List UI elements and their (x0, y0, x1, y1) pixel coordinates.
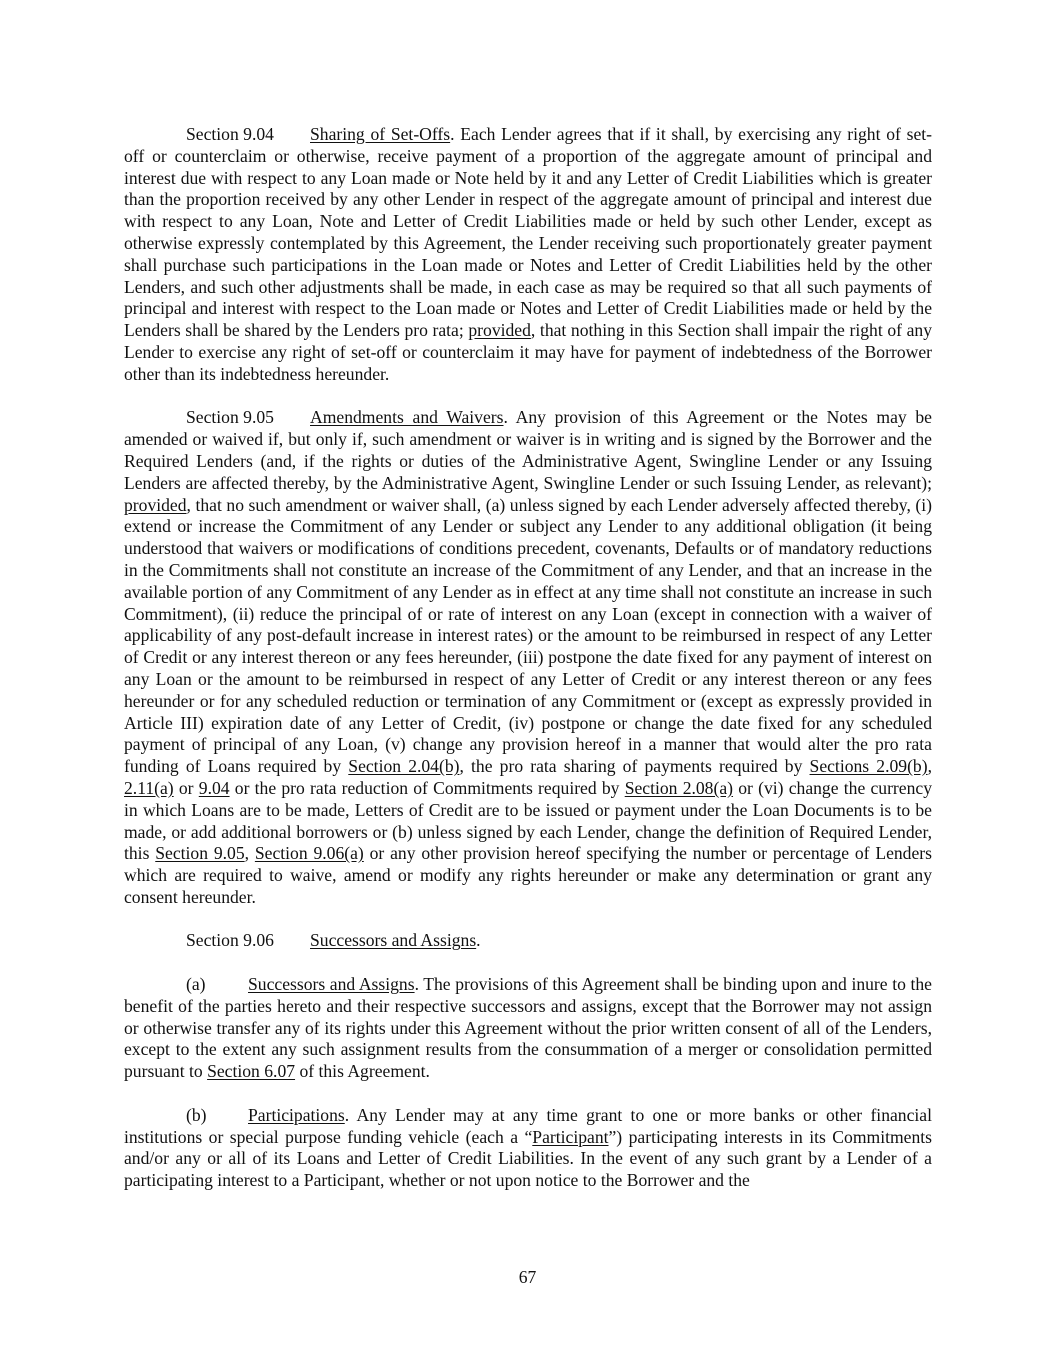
section-heading: Successors and Assigns (310, 930, 477, 951)
subsection-heading: Participations (248, 1104, 345, 1125)
section-number: Section 9.06 (186, 930, 274, 951)
section-9-05 (124, 407, 932, 908)
provided-term: provided (468, 320, 531, 341)
page-number: 67 (518, 1267, 537, 1287)
subsection-b (124, 1105, 932, 1192)
section-9-06 (124, 930, 932, 952)
section-9-04 (124, 124, 932, 386)
body-text: or the pro rata reduction of Commitments required by (229, 777, 625, 798)
body-text: or any other provision hereof specifying the number or percentage of Lenders which are required to waive, amend or modify any rights hereunder or make any determination or grant any consent hereunder. (124, 843, 932, 907)
body-text: or (vi) change the currency in which Loans are to be made, Letters of Credit are to be issued or payment under the Loan Documents is to be made, or add additional borrowers or (b) unless signed by each Lender, change the definition of Required Lender, this (124, 777, 932, 864)
body-text: ”) participating interests in its Commitments and/or any or all of its Loans and Letter of Credit Liabilities. In the event of any such grant by a Lender of a participating interest to a Participant, whether or not upon notice to the Borrower and the (124, 1126, 932, 1191)
section-heading: Sharing of Set-Offs (310, 124, 451, 144)
cross-reference: 2.11(a) (124, 777, 174, 798)
cross-reference: Section 2.04(b) (348, 756, 460, 777)
body-text: , (244, 843, 255, 864)
cross-reference: Section 9.05 (155, 843, 245, 864)
subsection-a (124, 974, 932, 1083)
body-text: , that nothing in this Section shall impair the right of any Lender to exercise any right of set-off or counterclaim it may have for payment of indebtedness of the Borrower other than its indebtedness hereunder. (124, 320, 932, 384)
cross-reference: 9.04 (198, 777, 230, 798)
cross-reference: Section 6.07 (207, 1061, 296, 1082)
subsection-heading: Successors and Assigns (248, 974, 415, 995)
body-text: , (927, 756, 932, 777)
body-text: of this Agreement. (295, 1061, 430, 1082)
body-text: , that no such amendment or waiver shall, (a) unless signed by each Lender adversely affected thereby, (i) extend or increase the Commitment of any Lender or subject any Lender to any additional obligation (it being understood that waivers or modifications of conditions precedent, covenants, Defaults or of mandatory reductions in the Commitments shall not constitute an increase of the Commitment of any Lender, and that an increase in the available portion of any Commitment of any Lender as in effect at any time shall not constitute an increase in such Commitment), (ii) reduce the principal of or rate of interest on any Loan (except in connection with a waiver of applicability of any post-default increase in interest rates) or the amount to be reimbursed in respect of any Letter of Credit or any interest thereon or any fees hereunder, (iii) postpone the date fixed for any payment of interest on any Loan or the amount to be reimbursed in respect of any Letter of Credit or any interest thereon or any fees hereunder or for any scheduled reduction or termination of any Commitment or (except as expressly provided in Article III) expiration date of any Letter of Credit, (iv) postpone or change the date fixed for any scheduled payment of principal of any Loan, (v) change any provision hereof in a manner that would alter the pro rata funding of Loans required by (124, 494, 932, 777)
cross-reference: Section 9.06(a) (254, 843, 364, 864)
defined-term: Participant (532, 1126, 609, 1147)
body-text: . Any provision of this Agreement or the Notes may be amended or waived if, but only if, such amendment or waiver is in writing and is signed by the Borrower and the Required Lenders (and, if the rights or duties of the Administrative Agent, Swingline Lender or any Issuing Lenders are affected thereby, by the Administrative Agent, Swingline Lender or such Issuing Lender, as relevant); (124, 407, 932, 493)
section-number: Section 9.04 (186, 124, 274, 144)
subsection-number: (a) (186, 974, 206, 995)
section-heading: Amendments and Waivers (310, 407, 504, 428)
subsection-number: (b) (186, 1104, 207, 1125)
body-text: . Any Lender may at any time grant to one or more banks or other financial institutions or special purpose funding vehicle (each a “ (124, 1104, 932, 1147)
body-text: . Each Lender agrees that if it shall, by exercising any right of set-off or counterclaim or otherwise, receive payment of a proportion of the aggregate amount of principal and interest due with respect to any Loan made or Note held by it and any Letter of Credit Liabilities which is greater than the proportion received by any other Lender in respect of the aggregate amount of principal and interest due with respect to any Loan, Note and Letter of Credit Liabilities made or held by such other Lender, except as otherwise expressly contemplated by this Agreement, the Lender receiving such proportionately greater payment shall purchase such participations in the Loan made or Notes and Letter of Credit Liabilities held by the other Lenders, and such other adjustments shall be made, in each case as may be required so that all such payments of principal and interest with respect to the Loan made or Notes and Letter of Credit Liabilities made or held by the Lenders shall be shared by the Lenders pro rata; (124, 124, 932, 341)
cross-reference: Sections 2.09(b) (809, 756, 928, 777)
section-number: Section 9.05 (186, 407, 274, 428)
provided-term: provided (124, 494, 187, 515)
cross-reference: Section 2.08(a) (624, 777, 734, 798)
body-text: . The provisions of this Agreement shall be binding upon and inure to the benefit of the parties hereto and their respective successors and assigns, except that the Borrower may not assign or otherwise transfer any of its rights under this Agreement without the prior written consent of all of the Lenders, except to the extent any such assignment results from the consummation of a merger or consolidation permitted pursuant to (124, 974, 932, 1082)
body-text: . (476, 930, 481, 951)
body-text: or (173, 777, 199, 798)
body-text: , the pro rata sharing of payments required by (459, 756, 810, 777)
document-page (124, 124, 932, 1214)
